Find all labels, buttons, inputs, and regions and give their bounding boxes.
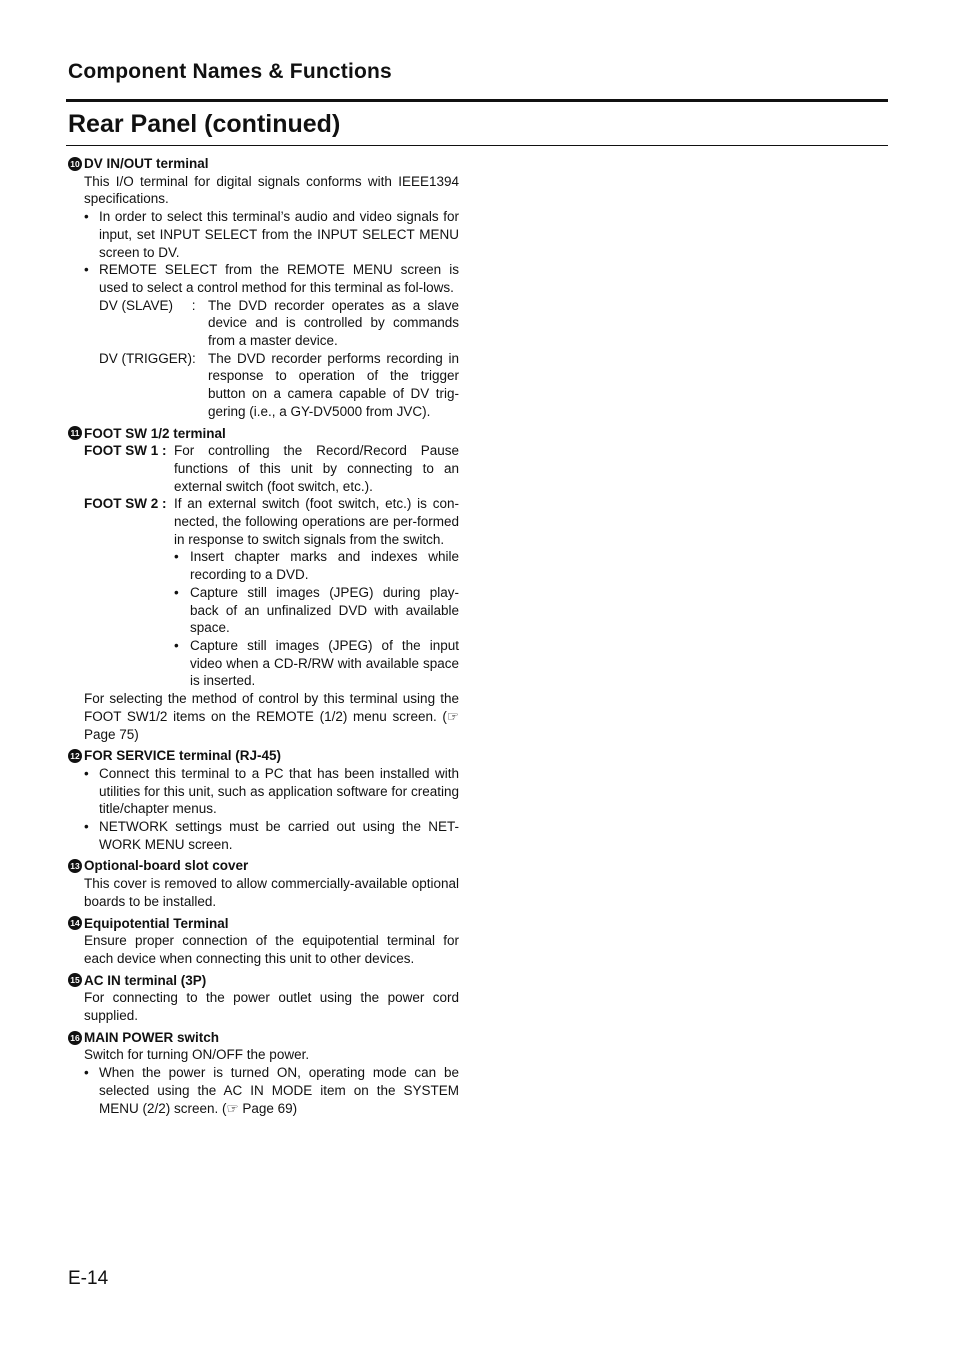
item-number: 10	[68, 157, 82, 171]
title-rule	[66, 145, 888, 146]
item-heading	[68, 1029, 459, 1047]
item-title: FOOT SW 1/2 terminal	[84, 425, 226, 441]
item-heading	[68, 857, 459, 875]
item-title: Optional-board slot cover	[84, 858, 249, 874]
item-text: This cover is removed to allow commercially-available optional boards to be installed.	[84, 876, 459, 909]
item-title: FOR SERVICE terminal (RJ-45)	[84, 748, 282, 764]
foot-sw-2-row: FOOT SW 2 : If an external switch (foot switch, etc.) is con-nected, the following operations are per-formed in response to switch signals from the switch.	[84, 496, 459, 547]
item-heading	[68, 155, 459, 173]
list-item: • NETWORK settings must be carried out using the NET-WORK MENU screen.	[84, 819, 459, 852]
item-number: 13	[68, 859, 82, 873]
mode-row: DV (TRIGGER): The DVD recorder performs recording in response to operation of the trigger button on a camera capable of DV trig-gering (i.e., a GY-DV5000 from JVC).	[99, 350, 459, 419]
page-title: Rear Panel (continued)	[68, 110, 341, 138]
list-item: • Capture still images (JPEG) during play-back of an unfinalized DVD with available space.	[174, 584, 459, 636]
list-item: • Insert chapter marks and indexes while recording to a DVD.	[174, 549, 459, 583]
list-item: • REMOTE SELECT from the REMOTE MENU screen is used to select a control method for this terminal as fol-lows.	[84, 262, 459, 295]
item-title: Equipotential Terminal	[84, 915, 229, 931]
item-title: AC IN terminal (3P)	[84, 972, 207, 988]
list-item: • When the power is turned ON, operating mode can be selected using the AC IN MODE item on the SYSTEM MENU (2/2) screen. (☞ Page 69)	[84, 1065, 459, 1116]
item-number: 11	[68, 426, 82, 440]
item-ac-in	[68, 972, 459, 1025]
page-number: E-14	[68, 1268, 109, 1289]
item-number: 14	[68, 916, 82, 930]
item-note: For selecting the method of control by this terminal using the FOOT SW1/2 items on the REMOTE (1/2) menu screen. (☞ Page 75)	[84, 691, 459, 742]
header-rule	[66, 99, 888, 102]
foot-sw-1-row: FOOT SW 1 : For controlling the Record/Record Pause functions of this unit by connecting to an external switch (foot switch, etc.).	[84, 443, 459, 494]
item-heading	[68, 915, 459, 933]
item-main-power	[68, 1029, 459, 1118]
item-text: This I/O terminal for digital signals conforms with IEEE1394 specifications.	[84, 173, 459, 207]
item-heading	[68, 972, 459, 990]
item-heading	[68, 747, 459, 765]
item-foot-sw	[68, 425, 459, 744]
item-text: Switch for turning ON/OFF the power.	[84, 1047, 310, 1063]
item-number: 12	[68, 749, 82, 763]
item-slot-cover	[68, 857, 459, 910]
item-title: DV IN/OUT terminal	[84, 156, 209, 171]
item-text: For connecting to the power outlet using the power cord supplied.	[84, 990, 459, 1024]
list-item: • Capture still images (JPEG) of the input video when a CD-R/RW with available space is inserted.	[174, 637, 459, 689]
item-text: Ensure proper connection of the equipotential terminal for each device when connecting this unit to other devices.	[84, 933, 459, 966]
mode-row: DV (SLAVE) : The DVD recorder operates as a slave device and is controlled by commands from a master device.	[99, 297, 459, 349]
item-dv-in-out	[68, 155, 459, 421]
list-item: • In order to select this terminal’s audio and video signals for input, set INPUT SELECT from the INPUT SELECT MENU screen to DV.	[84, 209, 459, 260]
section-title: Component Names & Functions	[68, 60, 392, 83]
item-number: 16	[68, 1031, 82, 1045]
item-number: 15	[68, 973, 82, 987]
item-for-service	[68, 747, 459, 853]
item-heading	[68, 425, 459, 443]
item-title: MAIN POWER switch	[84, 1029, 220, 1045]
list-item: • Connect this terminal to a PC that has been installed with utilities for this unit, such as application software for creating title/chapter menus.	[84, 765, 459, 817]
content-column	[68, 155, 459, 1121]
item-equipotential	[68, 915, 459, 968]
